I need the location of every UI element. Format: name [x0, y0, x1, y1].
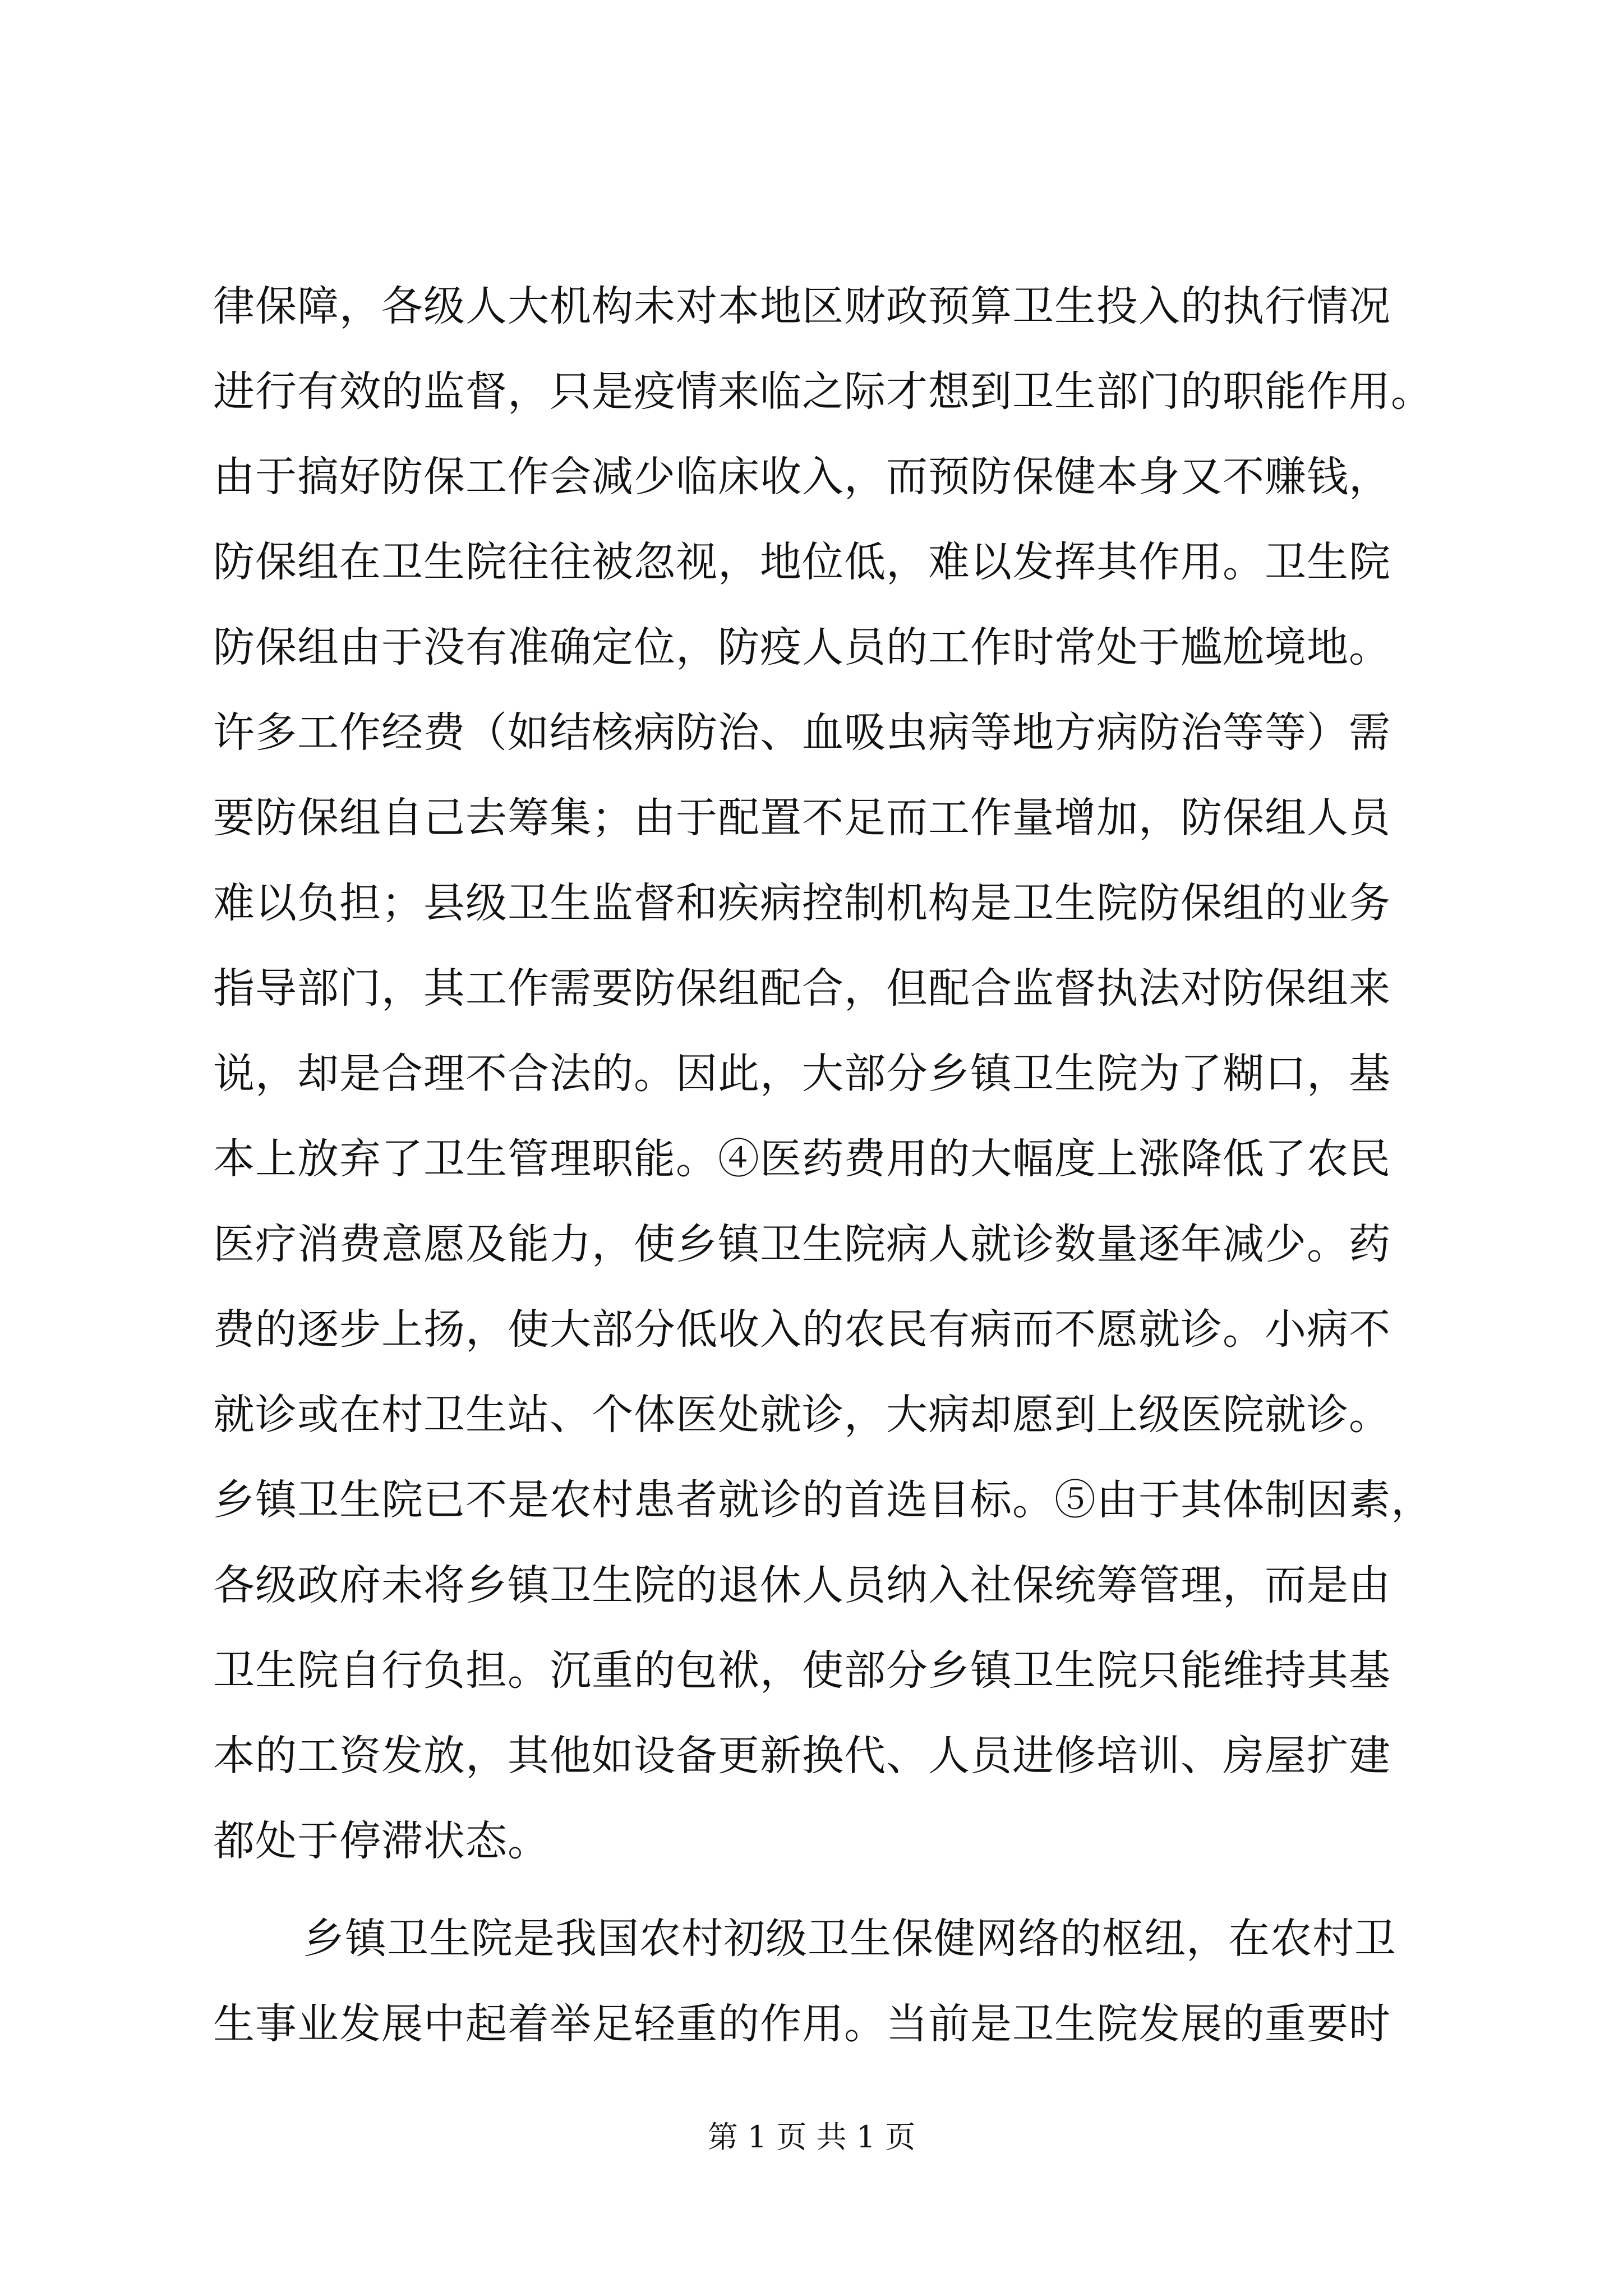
- text-line: 进行有效的监督，只是疫情来临之际才想到卫生部门的职能作用。: [213, 367, 1433, 416]
- text-line: 生事业发展中起着举足轻重的作用。当前是卫生院发展的重要时: [213, 2000, 1391, 2048]
- text-line: 防保组在卫生院往往被忽视，地位低，难以发挥其作用。卫生院: [213, 538, 1391, 586]
- text-line: 许多工作经费（如结核病防治、血吸虫病等地方病防治等等）需: [213, 708, 1391, 757]
- text-line: 本上放弃了卫生管理职能。④医药费用的大幅度上涨降低了农民: [213, 1135, 1391, 1183]
- text-line: 乡镇卫生院已不是农村患者就诊的首选目标。⑤由于其体制因素，: [213, 1476, 1433, 1524]
- paragraph-first-line: 乡镇卫生院是我国农村初级卫生保健网络的枢纽，在农村卫: [303, 1915, 1396, 1963]
- text-line: 各级政府未将乡镇卫生院的退休人员纳入社保统筹管理，而是由: [213, 1561, 1391, 1609]
- text-line: 就诊或在村卫生站、个体医处就诊，大病却愿到上级医院就诊。: [213, 1391, 1391, 1439]
- text-line: 指导部门，其工作需要防保组配合，但配合监督执法对防保组来: [213, 964, 1391, 1013]
- text-line: 防保组由于没有准确定位，防疫人员的工作时常处于尴尬境地。: [213, 623, 1391, 671]
- text-line: 医疗消费意愿及能力，使乡镇卫生院病人就诊数量逐年减少。药: [213, 1220, 1391, 1268]
- text-line: 都处于停滞状态。: [213, 1817, 550, 1865]
- page-number-footer: 第 1 页 共 1 页: [707, 2119, 916, 2155]
- text-line: 说，却是合理不合法的。因此，大部分乡镇卫生院为了糊口，基: [213, 1050, 1391, 1098]
- text-line: 要防保组自己去筹集；由于配置不足而工作量增加，防保组人员: [213, 794, 1391, 842]
- document-body: [213, 264, 1469, 2067]
- text-line: 费的逐步上扬，使大部分低收入的农民有病而不愿就诊。小病不: [213, 1305, 1391, 1354]
- text-line: 卫生院自行负担。沉重的包袱，使部分乡镇卫生院只能维持其基: [213, 1646, 1391, 1695]
- text-line: 由于搞好防保工作会减少临床收入，而预防保健本身又不赚钱，: [213, 453, 1391, 501]
- text-line: 本的工资发放，其他如设备更新换代、人员进修培训、房屋扩建: [213, 1732, 1391, 1780]
- text-line: 律保障，各级人大机构未对本地区财政预算卫生投入的执行情况: [213, 282, 1391, 330]
- paragraph-gap: [213, 1884, 1469, 1896]
- text-line: 难以负担；县级卫生监督和疾病控制机构是卫生院防保组的业务: [213, 879, 1391, 927]
